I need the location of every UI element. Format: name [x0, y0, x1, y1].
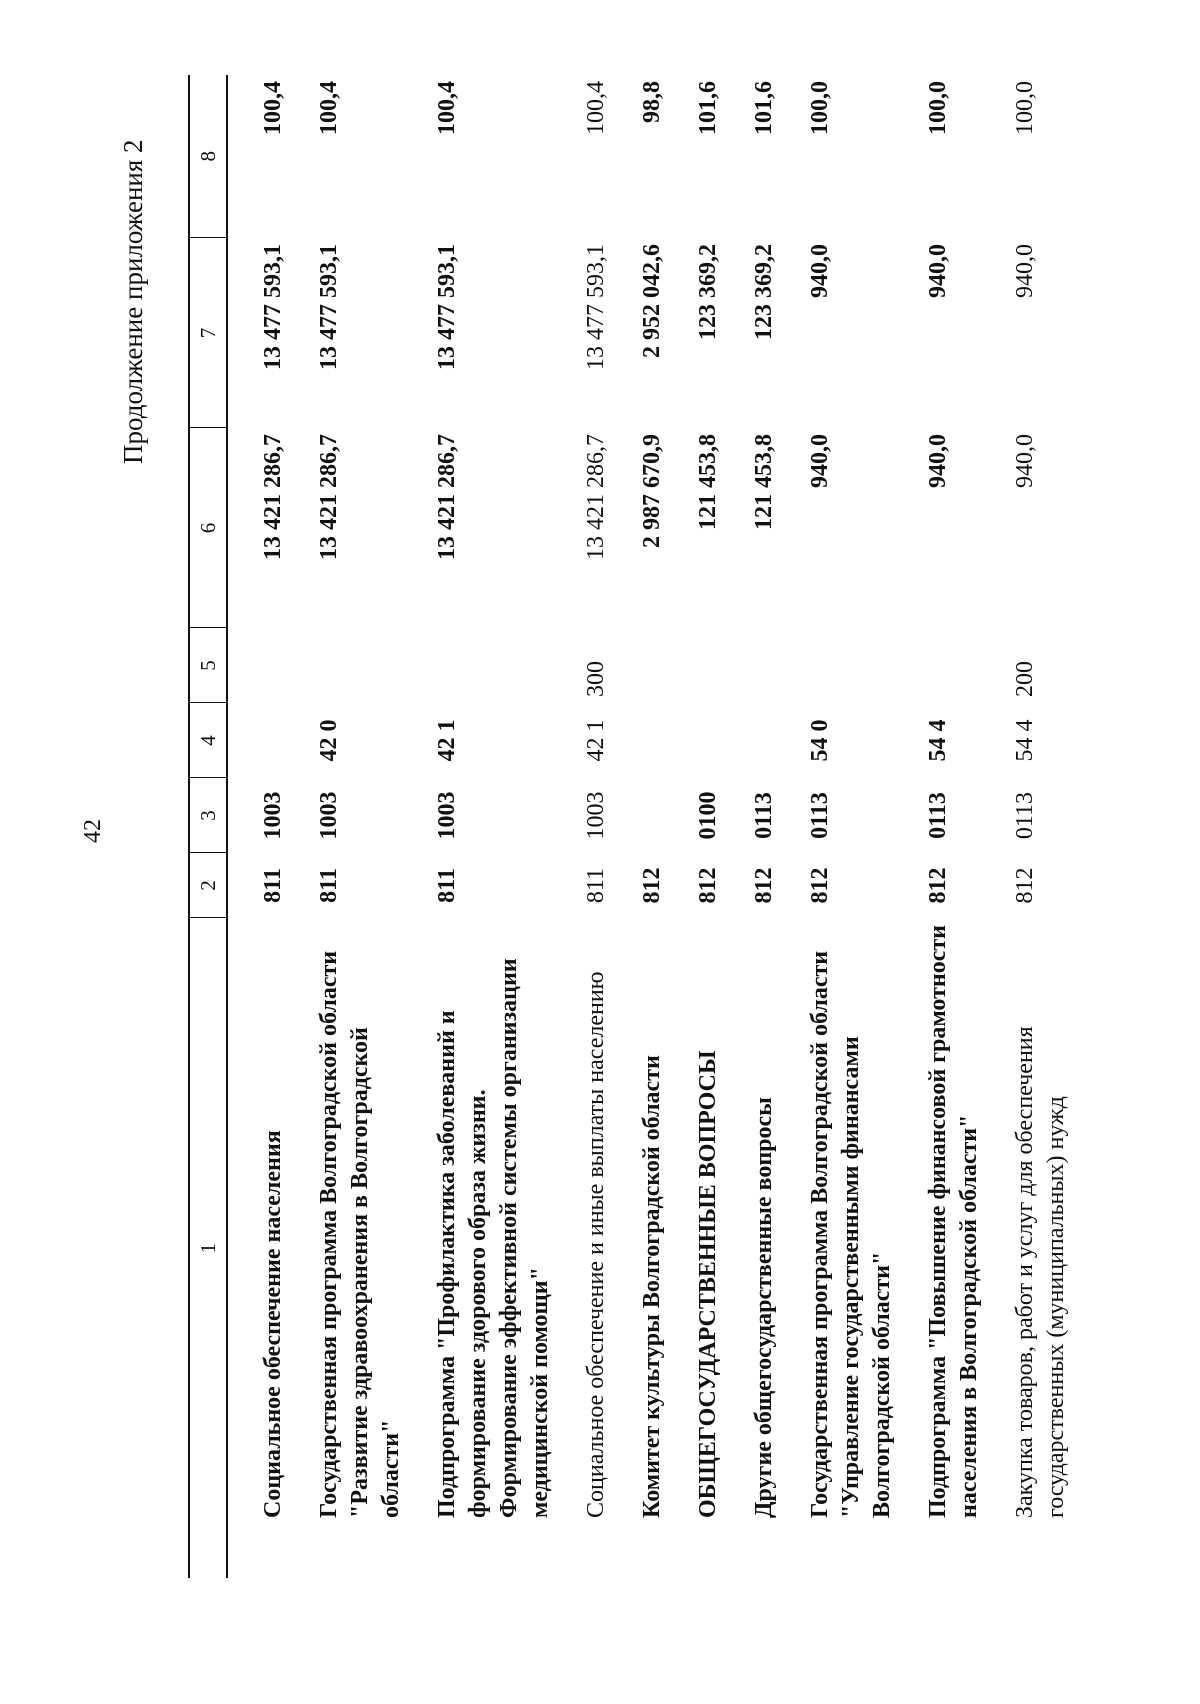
percent-cell: 101,6: [751, 81, 777, 135]
section-code-cell: 812: [1012, 867, 1038, 904]
program-code-cell: 54 4: [1012, 719, 1038, 762]
expense-type-cell: [735, 628, 791, 703]
row-name-cell: Социальное обеспечение населения: [260, 1130, 286, 1518]
section-code-cell: 812: [807, 867, 833, 904]
actual-amount-cell: 940,0: [1012, 244, 1038, 298]
column-header: 2: [189, 853, 227, 918]
table-row: [300, 75, 418, 1578]
subsection-code-cell: 1003: [260, 791, 286, 840]
actual-amount-cell: 13 477 593,1: [583, 244, 609, 370]
table-row: [567, 75, 623, 1578]
row-name-cell: Подпрограмма "Профилактика заболеваний и формирование здорового образа жизни. Формирование эффективной системы организации медицинской помощи": [434, 958, 553, 1518]
actual-amount-cell: 2 952 042,6: [639, 244, 665, 358]
program-code-cell: 54 4: [925, 719, 951, 762]
planned-amount-cell: 121 453,8: [751, 434, 777, 530]
program-code-cell: 42 1: [434, 719, 460, 762]
expense-type-cell: [909, 628, 996, 703]
budget-table: [188, 75, 1083, 1578]
program-code-cell: [679, 703, 735, 778]
subsection-code-cell: 0100: [695, 791, 721, 840]
row-name-cell: Социальное обеспечение и иные выплаты населению: [583, 971, 609, 1518]
percent-cell: 100,0: [1012, 81, 1038, 135]
percent-cell: 100,4: [583, 81, 609, 135]
percent-cell: 100,0: [925, 81, 951, 135]
section-code-cell: 812: [925, 867, 951, 904]
planned-amount-cell: 2 987 670,9: [639, 434, 665, 548]
expense-type-cell: [418, 628, 567, 703]
planned-amount-cell: 940,0: [807, 434, 833, 488]
row-name-cell: Другие общегосударственные вопросы: [751, 1097, 777, 1518]
row-name-cell: Комитет культуры Волгоградской области: [639, 1055, 665, 1518]
table-row: [791, 75, 909, 1578]
expense-type-cell: [227, 628, 300, 703]
subsection-code-cell: 0113: [807, 792, 833, 839]
table-row: [735, 75, 791, 1578]
appendix-label: Продолжение приложения 2: [118, 139, 148, 464]
program-code-cell: [623, 703, 679, 778]
actual-amount-cell: 123 369,2: [751, 244, 777, 340]
program-code-cell: 54 0: [807, 719, 833, 762]
actual-amount-cell: 123 369,2: [695, 244, 721, 340]
expense-type-cell: [791, 628, 909, 703]
expense-type-cell: 300: [583, 661, 609, 697]
actual-amount-cell: 13 477 593,1: [316, 244, 342, 370]
section-code-cell: 812: [751, 867, 777, 904]
planned-amount-cell: 13 421 286,7: [434, 434, 460, 560]
column-header: 8: [189, 75, 227, 238]
subsection-code-cell: 0113: [1012, 791, 1038, 840]
subsection-code-cell: 1003: [434, 791, 460, 840]
column-header: 3: [189, 778, 227, 853]
subsection-code-cell: 0113: [925, 792, 951, 839]
actual-amount-cell: 940,0: [925, 244, 951, 298]
row-name-cell: ОБЩЕГОСУДАРСТВЕННЫЕ ВОПРОСЫ: [695, 1050, 721, 1518]
percent-cell: 100,4: [260, 81, 286, 135]
subsection-code-cell: 1003: [316, 791, 342, 840]
row-name-cell: Государственная программа Волгоградской области "Развитие здравоохранения в Волгоградской области": [316, 950, 404, 1518]
section-code-cell: 811: [316, 868, 342, 903]
percent-cell: 101,6: [695, 81, 721, 135]
expense-type-cell: [300, 628, 418, 703]
percent-cell: 98,8: [639, 81, 665, 123]
planned-amount-cell: 940,0: [925, 434, 951, 488]
row-name-cell: Подпрограмма "Повышение финансовой грамотности населения в Волгоградской области": [925, 924, 982, 1518]
row-name-cell: Государственная программа Волгоградской области "Управление государственными финансами Волгоградской области": [807, 950, 895, 1518]
actual-amount-cell: 940,0: [807, 244, 833, 298]
section-code-cell: 811: [583, 867, 609, 904]
section-code-cell: 811: [260, 868, 286, 903]
header-row: [189, 75, 227, 1578]
column-header: 6: [189, 428, 227, 628]
page-number: 42: [80, 819, 106, 843]
row-name-cell: Закупка товаров, работ и услуг для обеспечения государственных (муниципальных) нужд: [1012, 1026, 1069, 1518]
column-header: 4: [189, 703, 227, 778]
planned-amount-cell: 13 421 286,7: [583, 434, 609, 560]
subsection-code-cell: 1003: [583, 791, 609, 840]
subsection-code-cell: 0113: [751, 792, 777, 839]
column-header: 1: [189, 918, 227, 1578]
planned-amount-cell: 121 453,8: [695, 434, 721, 530]
table-row: [623, 75, 679, 1578]
actual-amount-cell: 13 477 593,1: [434, 244, 460, 370]
planned-amount-cell: 13 421 286,7: [260, 434, 286, 560]
expense-type-cell: [679, 628, 735, 703]
percent-cell: 100,4: [434, 81, 460, 135]
column-header: 5: [189, 628, 227, 703]
section-code-cell: 811: [434, 868, 460, 903]
expense-type-cell: [623, 628, 679, 703]
expense-type-cell: 200: [1012, 661, 1038, 697]
table-row: [996, 75, 1083, 1578]
section-code-cell: 812: [639, 867, 665, 904]
program-code-cell: 42 1: [583, 719, 609, 762]
planned-amount-cell: 940,0: [1012, 434, 1038, 488]
program-code-cell: [227, 703, 300, 778]
program-code-cell: 42 0: [316, 719, 342, 762]
table-row: [909, 75, 996, 1578]
subsection-code-cell: [623, 778, 679, 853]
section-code-cell: 812: [695, 867, 721, 904]
column-header: 7: [189, 238, 227, 428]
table-row: [227, 75, 300, 1578]
actual-amount-cell: 13 477 593,1: [260, 244, 286, 370]
planned-amount-cell: 13 421 286,7: [316, 434, 342, 560]
percent-cell: 100,0: [807, 81, 833, 135]
program-code-cell: [735, 703, 791, 778]
table-row: [679, 75, 735, 1578]
table-row: [418, 75, 567, 1578]
percent-cell: 100,4: [316, 81, 342, 135]
